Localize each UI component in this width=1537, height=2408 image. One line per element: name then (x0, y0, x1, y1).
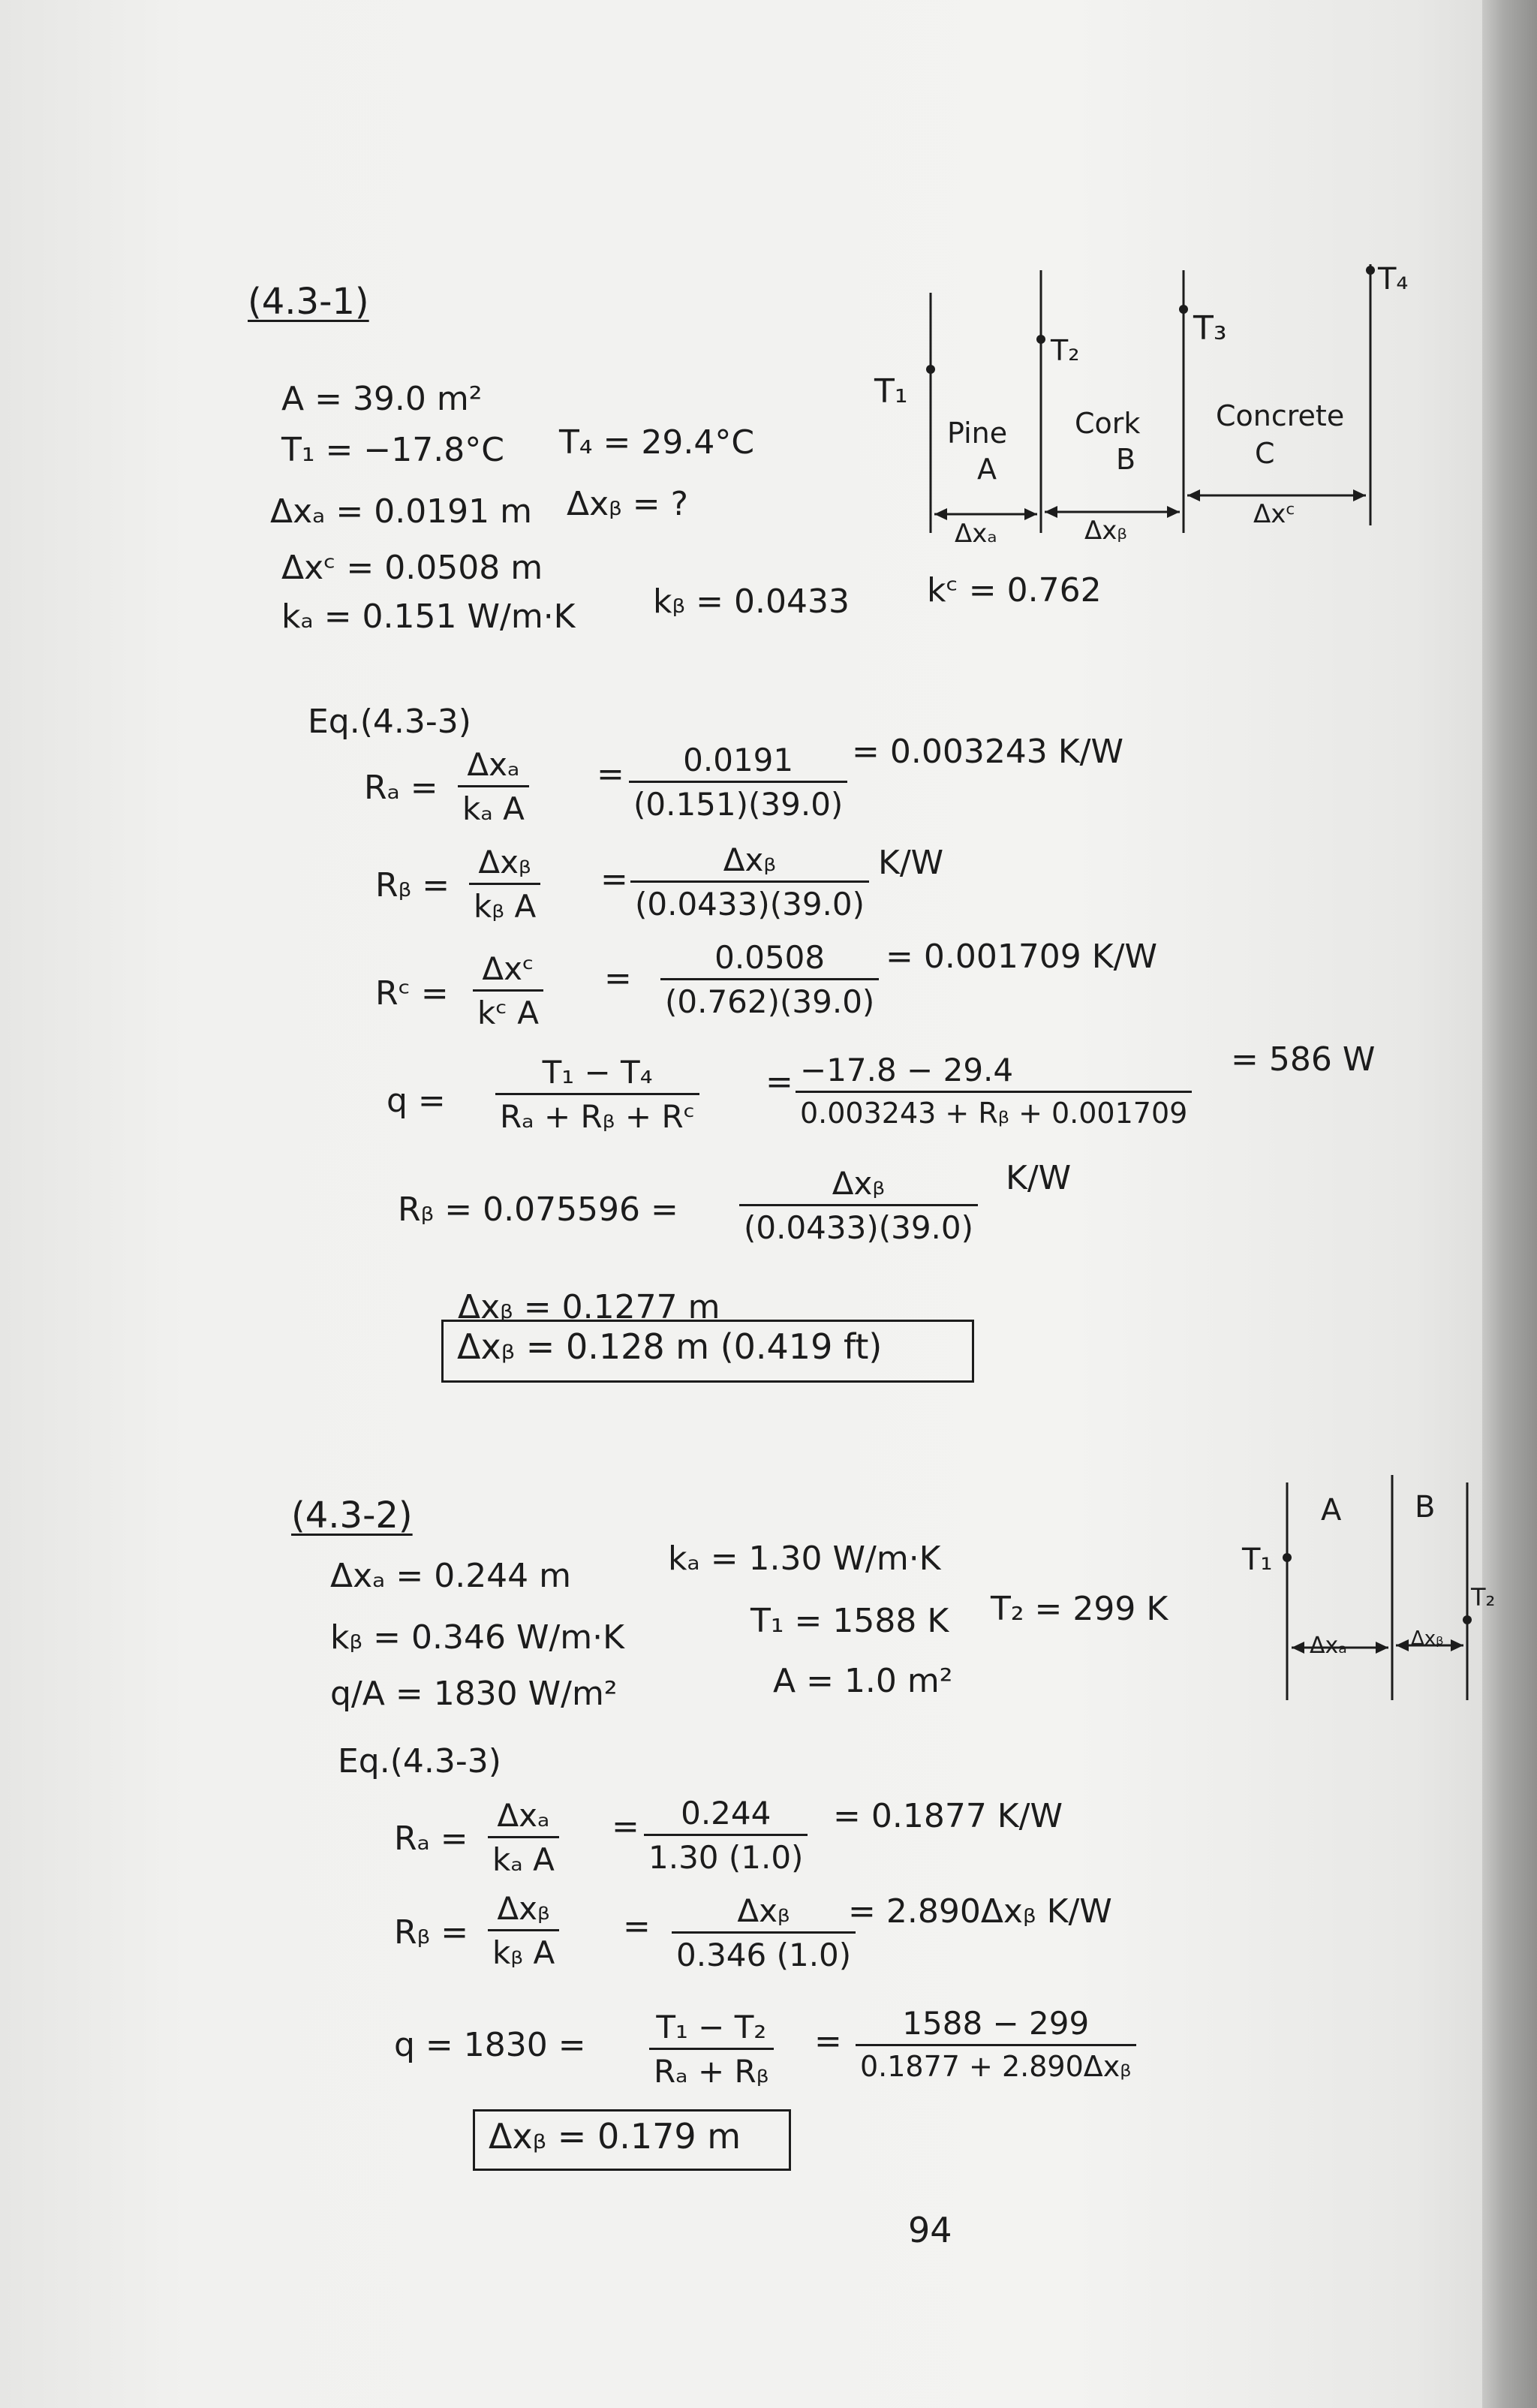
p1-rb-solve-denominator: (0.0433)(39.0) (739, 1204, 978, 1244)
p1-rb-def-denominator: kᵦ A (469, 883, 540, 923)
p2-given-flux: q/A = 1830 W/m² (330, 1675, 618, 1713)
p2-ra-lhs: Rₐ = (394, 1820, 468, 1858)
p1-q-equals: = (765, 1063, 793, 1101)
p1-given-dxa: Δxₐ = 0.0191 m (270, 492, 533, 531)
p1-given-ka: kₐ = 0.151 W/m·K (281, 597, 576, 636)
p2-ra-def-numerator: Δxₐ (497, 1797, 550, 1834)
p2-rb-equals: = (623, 1907, 651, 1946)
p2-rb-def-denominator: kᵦ A (488, 1929, 559, 1969)
p2-q-lhs: q = 1830 = (394, 2026, 586, 2064)
p2-ra-result: = 0.1877 K/W (833, 1797, 1063, 1835)
p1-layer-b-letter: B (1116, 443, 1136, 476)
p2-ra-numeric-fraction (644, 1795, 808, 1876)
p1-diagram-t3: T₃ (1193, 309, 1227, 348)
p2-q-definition (649, 2009, 774, 2090)
p1-rb-unit: K/W (878, 844, 944, 882)
p1-rb-equals: = (600, 860, 628, 898)
p2-layer-a-letter: A (1321, 1493, 1342, 1528)
p1-ra-result: = 0.003243 K/W (852, 733, 1123, 771)
p1-given-kc: kᶜ = 0.762 (927, 571, 1102, 610)
p1-rc-equals: = (604, 959, 632, 998)
p1-q-numerator: −17.8 − 29.4 (800, 1052, 1014, 1088)
p2-layer-b-letter: B (1415, 1490, 1436, 1525)
p2-q-equals: = (814, 2022, 842, 2060)
p1-rb-solve-unit: K/W (1006, 1159, 1072, 1197)
p1-diagram-dxb: Δxᵦ (1084, 516, 1128, 546)
p2-rb-numerator: Δxᵦ (737, 1892, 790, 1929)
p2-ra-numerator: 0.244 (681, 1795, 772, 1832)
p1-given-t4: T₄ = 29.4°C (559, 423, 755, 462)
p1-rb-numerator: Δxᵦ (723, 841, 777, 878)
p1-dxb-calculated: Δxᵦ = 0.1277 m (458, 1288, 720, 1326)
p1-given-t1: T₁ = −17.8°C (281, 431, 504, 469)
p1-rb-solve-lhs: Rᵦ = 0.075596 = (398, 1190, 678, 1229)
problem-2-title: (4.3-2) (291, 1494, 413, 1537)
p2-equation-reference: Eq.(4.3-3) (338, 1742, 501, 1780)
p2-diagram-dxa: Δxₐ (1310, 1633, 1348, 1659)
p1-rb-lhs: Rᵦ = (375, 866, 450, 905)
p2-final-answer-box: Δxᵦ = 0.179 m (473, 2109, 791, 2171)
p1-rc-denominator: (0.762)(39.0) (660, 978, 879, 1018)
p2-given-ka: kₐ = 1.30 W/m·K (668, 1540, 941, 1578)
p1-layer-b-name: Cork (1075, 407, 1141, 440)
p2-ra-denominator: 1.30 (1.0) (644, 1834, 808, 1874)
p1-layer-a-letter: A (977, 453, 997, 486)
p1-given-kb: kᵦ = 0.0433 (653, 582, 850, 621)
p1-layer-c-letter: C (1255, 437, 1275, 470)
p1-q-def-numerator: T₁ − T₄ (542, 1054, 653, 1091)
p1-ra-numerator: 0.0191 (683, 742, 794, 778)
p2-rb-lhs: Rᵦ = (394, 1913, 469, 1952)
p2-given-area: A = 1.0 m² (773, 1662, 953, 1700)
p2-q-denominator: 0.1877 + 2.890Δxᵦ (856, 2044, 1136, 2081)
p2-q-def-numerator: T₁ − T₂ (656, 2009, 767, 2045)
p2-ra-definition (488, 1797, 559, 1878)
p1-q-denominator: 0.003243 + Rᵦ + 0.001709 (796, 1091, 1192, 1127)
p1-given-dxc: Δxᶜ = 0.0508 m (281, 549, 543, 587)
problem-1-title: (4.3-1) (248, 281, 369, 323)
p1-ra-lhs: Rₐ = (364, 769, 438, 807)
p1-diagram-t1: T₁ (874, 372, 908, 411)
p1-given-area: A = 39.0 m² (281, 380, 483, 418)
p1-diagram-t4: T₄ (1378, 262, 1409, 296)
p1-ra-denominator: (0.151)(39.0) (629, 781, 847, 820)
p1-diagram-dxc: Δxᶜ (1253, 499, 1295, 529)
p2-q-def-denominator: Rₐ + Rᵦ (649, 2048, 774, 2087)
p1-final-answer-box: Δxᵦ = 0.128 m (0.419 ft) (441, 1320, 974, 1383)
p1-rb-def-numerator: Δxᵦ (478, 844, 531, 880)
p1-rb-solve-numerator: Δxᵦ (832, 1165, 886, 1202)
p1-equation-reference: Eq.(4.3-3) (308, 703, 471, 741)
p1-diagram-dxa: Δxₐ (955, 519, 997, 549)
p2-q-numeric-fraction (856, 2005, 1136, 2083)
p2-diagram-t1: T₁ (1242, 1543, 1273, 1577)
p1-ra-def-numerator: Δxₐ (467, 746, 520, 783)
p1-q-lhs: q = (387, 1082, 446, 1120)
p2-rb-definition (488, 1890, 559, 1971)
p1-rc-result: = 0.001709 K/W (886, 938, 1157, 976)
p2-rb-numeric-fraction (672, 1892, 856, 1973)
p1-q-result: = 586 W (1231, 1040, 1376, 1079)
p1-rc-def-denominator: kᶜ A (473, 989, 543, 1029)
p1-rc-numerator: 0.0508 (714, 939, 826, 976)
p1-ra-def-denominator: kₐ A (458, 785, 529, 825)
p2-rb-result: = 2.890Δxᵦ K/W (848, 1892, 1112, 1931)
p1-ra-equals: = (597, 755, 624, 793)
page-number: 94 (908, 2210, 952, 2250)
p1-diagram-t2: T₂ (1051, 334, 1080, 367)
p1-layer-c-name: Concrete (1216, 399, 1345, 432)
p2-given-kb: kᵦ = 0.346 W/m·K (330, 1618, 624, 1657)
p1-rc-def-numerator: Δxᶜ (482, 950, 534, 987)
p2-given-dxa: Δxₐ = 0.244 m (330, 1557, 572, 1595)
p2-diagram-t2: T₂ (1471, 1583, 1496, 1612)
p1-given-dxb-unknown: Δxᵦ = ? (567, 485, 689, 523)
p2-ra-def-denominator: kₐ A (488, 1836, 559, 1876)
p2-ra-equals: = (612, 1808, 639, 1846)
p2-given-t2: T₂ = 299 K (991, 1590, 1169, 1628)
p2-given-t1: T₁ = 1588 K (750, 1602, 949, 1640)
p1-layer-a-name: Pine (947, 417, 1008, 450)
p1-q-def-denominator: Rₐ + Rᵦ + Rᶜ (495, 1093, 699, 1133)
p2-q-numerator: 1588 − 299 (902, 2005, 1090, 2042)
p2-rb-def-numerator: Δxᵦ (497, 1890, 550, 1927)
p2-diagram-dxb: Δxᵦ (1411, 1627, 1444, 1650)
p1-rb-denominator: (0.0433)(39.0) (630, 880, 869, 920)
p2-rb-denominator: 0.346 (1.0) (672, 1931, 856, 1971)
p1-rc-lhs: Rᶜ = (375, 974, 449, 1013)
